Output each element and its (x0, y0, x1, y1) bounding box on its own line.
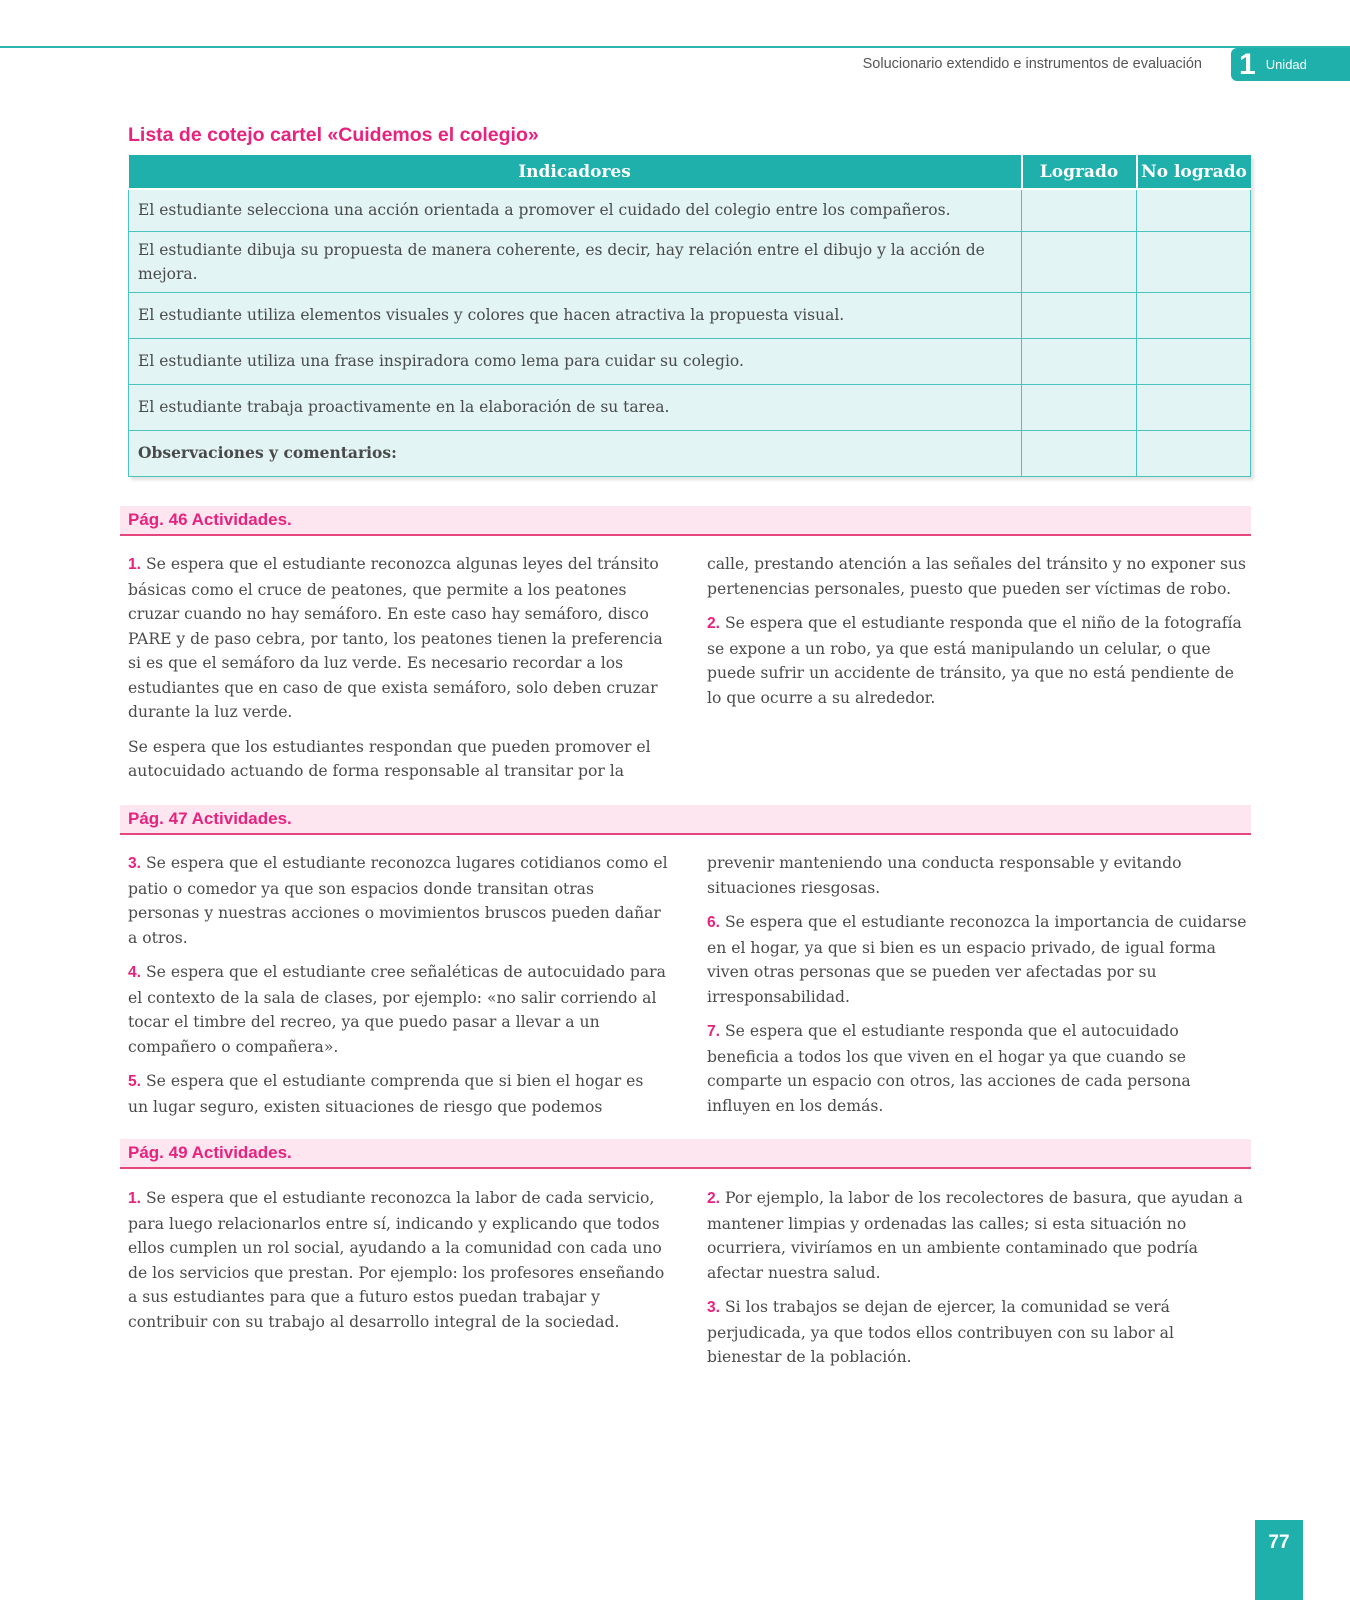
no-logrado-cell[interactable] (1137, 231, 1251, 292)
table-row (129, 430, 1251, 476)
answer-paragraph (128, 735, 668, 784)
answer-paragraph (707, 611, 1252, 710)
answer-text: Se espera que el estudiante reconozca la importancia de cuidarse en el hogar, ya que si bien es un espacio privado, de igual forma viven otras personas que se pueden ver afectadas por su irresponsabilidad. (707, 913, 1247, 1006)
indicator-cell: El estudiante utiliza elementos visuales y colores que hacen atractiva la propuesta visual. (129, 292, 1022, 338)
answer-number: 5. (128, 1073, 142, 1090)
observations-label: Observaciones y comentarios: (129, 430, 1022, 476)
section-title: Pág. 47 Actividades. (128, 809, 292, 828)
header-rule (0, 46, 1350, 48)
checklist-header-row (129, 155, 1251, 189)
answer-number: 6. (707, 914, 721, 931)
column-header-logrado: Logrado (1022, 155, 1137, 189)
indicator-cell: El estudiante selecciona una acción orientada a promover el cuidado del colegio entre los compañeros. (129, 189, 1022, 231)
no-logrado-cell[interactable] (1137, 384, 1251, 430)
header-title: Solucionario extendido e instrumentos de evaluación (862, 56, 1202, 72)
section-left-column (128, 1186, 668, 1344)
answer-number: 2. (707, 1190, 721, 1207)
answer-paragraph (707, 1295, 1252, 1370)
logrado-cell[interactable] (1022, 292, 1137, 338)
answer-paragraph (707, 1186, 1252, 1285)
answer-paragraph (128, 552, 668, 725)
answer-paragraph (128, 960, 668, 1059)
no-logrado-cell[interactable] (1137, 430, 1251, 476)
answer-paragraph (128, 1186, 668, 1334)
no-logrado-cell[interactable] (1137, 292, 1251, 338)
logrado-cell[interactable] (1022, 189, 1137, 231)
answer-text: Se espera que el estudiante comprenda que si bien el hogar es un lugar seguro, existen situaciones de riesgo que podemos (128, 1072, 644, 1116)
answer-number: 3. (707, 1299, 721, 1316)
indicator-cell: El estudiante utiliza una frase inspiradora como lema para cuidar su colegio. (129, 338, 1022, 384)
column-header-no-logrado: No logrado (1137, 155, 1251, 189)
checklist-table (128, 155, 1251, 477)
section-left-column (128, 851, 668, 1129)
section-title: Pág. 46 Actividades. (128, 510, 292, 529)
answer-paragraph (707, 1019, 1252, 1118)
answer-number: 2. (707, 615, 721, 632)
table-row (129, 292, 1251, 338)
logrado-cell[interactable] (1022, 338, 1137, 384)
answer-paragraph (707, 910, 1252, 1009)
logrado-cell[interactable] (1022, 231, 1137, 292)
answer-text: prevenir manteniendo una conducta responsable y evitando situaciones riesgosas. (707, 854, 1182, 897)
section-left-column (128, 552, 668, 794)
page-number: 77 (1255, 1520, 1303, 1600)
answer-text: Se espera que el estudiante responda que el autocuidado beneficia a todos los que viven en el hogar ya que cuando se comparte un espacio con otros, las acciones de cada persona influyen en los demás. (707, 1022, 1191, 1115)
section-header-pag-47 (120, 805, 1251, 835)
section-header-pag-46 (120, 506, 1251, 536)
section-title: Pág. 49 Actividades. (128, 1143, 292, 1162)
answer-text: Se espera que el estudiante responda que el niño de la fotografía se expone a un robo, ya que está manipulando un celular, o que puede sufrir un accidente de tránsito, ya que no está pendiente de lo que ocurre a su alrededor. (707, 614, 1242, 707)
section-header-pag-49 (120, 1139, 1251, 1169)
answer-text: Se espera que el estudiante reconozca algunas leyes del tránsito básicas como el cruce de peatones, que permite a los peatones cruzar cuando no hay semáforo. En este caso hay semáforo, disco PARE y de paso cebra, por tanto, los peatones tienen la preferencia si es que el semáforo da luz verde. Es necesario recordar a los estudiantes que en caso de que exista semáforo, solo deben cruzar durante la luz verde. (128, 555, 663, 721)
answer-number: 1. (128, 556, 142, 573)
unit-label: Unidad (1265, 57, 1307, 72)
answer-text: Si los trabajos se dejan de ejercer, la comunidad se verá perjudicada, ya que todos ellos contribuyen con su labor al bienestar de la población. (707, 1298, 1174, 1366)
answer-text: calle, prestando atención a las señales del tránsito y no exponer sus pertenencias personales, puesto que pueden ser víctimas de robo. (707, 555, 1247, 598)
answer-text: Se espera que los estudiantes respondan que pueden promover el autocuidado actuando de forma responsable al transitar por la (128, 737, 651, 780)
answer-text: Se espera que el estudiante reconozca lugares cotidianos como el patio o comedor ya que son espacios donde transitan otras personas y nuestras acciones o movimientos bruscos pueden dañar a otros. (128, 854, 668, 947)
unit-number: 1 (1239, 47, 1256, 81)
unit-badge (1231, 48, 1350, 81)
answer-number: 3. (128, 855, 142, 872)
section-right-column (707, 1186, 1252, 1380)
indicator-cell: El estudiante trabaja proactivamente en la elaboración de su tarea. (129, 384, 1022, 430)
column-header-indicadores: Indicadores (129, 155, 1022, 189)
no-logrado-cell[interactable] (1137, 338, 1251, 384)
answer-text: Se espera que el estudiante cree señaléticas de autocuidado para el contexto de la sala de clases, por ejemplo: «no salir corriendo al tocar el timbre del recreo, ya que puedo pasar a llevar a un compañero o compañera». (128, 963, 666, 1056)
table-row (129, 338, 1251, 384)
table-row (129, 384, 1251, 430)
answer-paragraph (707, 552, 1252, 601)
answer-number: 1. (128, 1190, 142, 1207)
indicator-cell: El estudiante dibuja su propuesta de manera coherente, es decir, hay relación entre el dibujo y la acción de mejora. (129, 231, 1022, 292)
answer-number: 7. (707, 1023, 721, 1040)
answer-paragraph (707, 851, 1252, 900)
table-row (129, 231, 1251, 292)
logrado-cell[interactable] (1022, 430, 1137, 476)
table-row (129, 189, 1251, 231)
answer-paragraph (128, 1069, 668, 1119)
answer-paragraph (128, 851, 668, 950)
no-logrado-cell[interactable] (1137, 189, 1251, 231)
answer-text: Por ejemplo, la labor de los recolectores de basura, que ayudan a mantener limpias y ordenadas las calles; si esta situación no ocurriera, viviríamos en un ambiente contaminado que podría afectar nuestra salud. (707, 1189, 1243, 1282)
section-right-column (707, 552, 1252, 720)
answer-text: Se espera que el estudiante reconozca la labor de cada servicio, para luego relacionarlos entre sí, indicando y explicando que todos ellos cumplen un rol social, ayudando a la comunidad con cada uno de los servicios que prestan. Por ejemplo: los profesores enseñando a sus estudiantes para que a futuro estos puedan trabajar y contribuir con su trabajo al desarrollo integral de la sociedad. (128, 1189, 665, 1331)
checklist-title: Lista de cotejo cartel «Cuidemos el colegio» (128, 124, 539, 146)
answer-number: 4. (128, 964, 142, 981)
logrado-cell[interactable] (1022, 384, 1137, 430)
section-right-column (707, 851, 1252, 1128)
